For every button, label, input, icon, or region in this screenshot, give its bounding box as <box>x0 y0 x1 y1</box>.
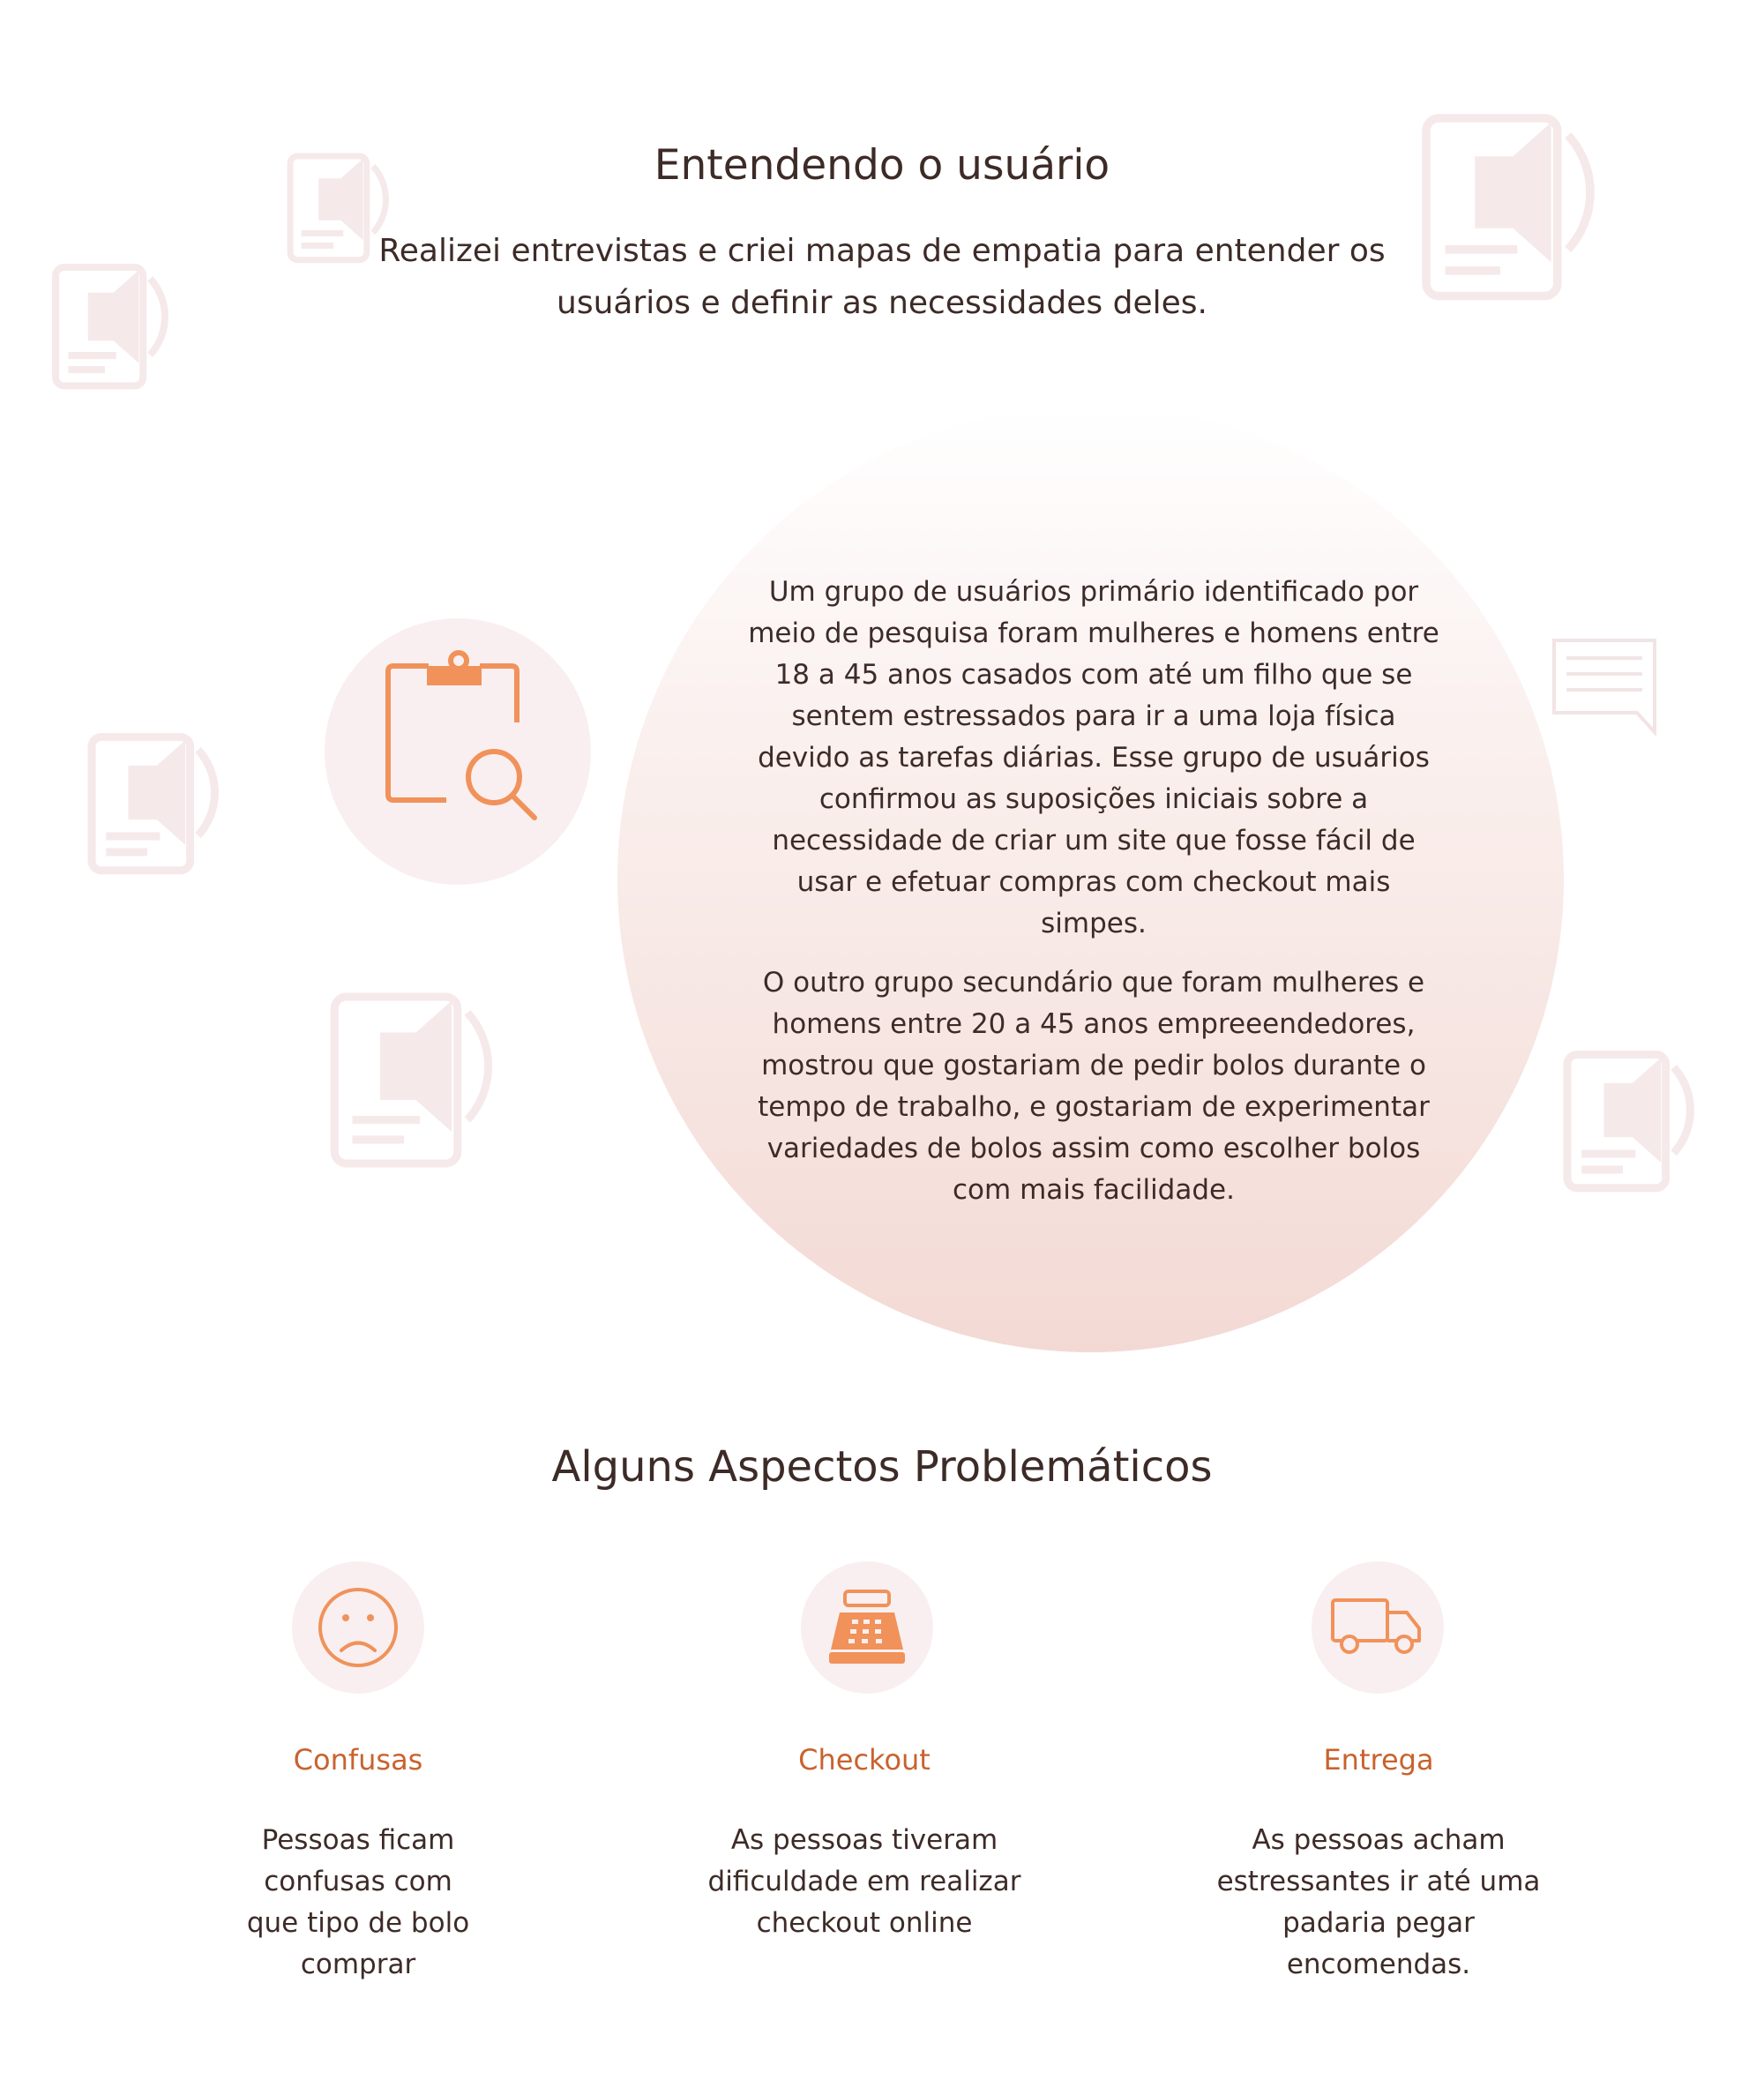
page-title: Entendendo o usuário <box>654 141 1110 190</box>
problem-title-entrega: Entrega <box>1323 1743 1434 1777</box>
checkout-badge <box>801 1561 933 1694</box>
cash-register-icon <box>801 1561 933 1694</box>
clipboard-search-icon <box>325 618 591 885</box>
problems-title: Alguns Aspectos Problemáticos <box>551 1442 1213 1492</box>
problem-description: Pessoas ficam confusas com que tipo de bolo comprar <box>246 1824 470 1980</box>
document-speaker-icon <box>84 715 243 887</box>
delivery-truck-icon <box>1312 1561 1444 1694</box>
document-speaker-icon <box>325 970 523 1182</box>
document-speaker-icon <box>1559 1032 1718 1204</box>
problem-text-checkout <box>679 1820 1050 1944</box>
problem-title-confusas: Confusas <box>293 1743 423 1777</box>
document-speaker-icon <box>1416 93 1627 313</box>
chat-bubble-icon <box>1551 637 1661 736</box>
problem-text-entrega <box>1193 1820 1564 1986</box>
research-text <box>745 572 1442 1229</box>
sad-face-icon <box>292 1561 424 1694</box>
confusion-badge <box>292 1561 424 1694</box>
problem-text-confusas <box>173 1820 543 1986</box>
page-subtitle: Realizei entrevistas e criei mapas de empatia para entender os usuários e definir as necessidades deles. <box>378 233 1386 321</box>
problem-description: As pessoas tiveram dificuldade em realizar checkout online <box>707 1824 1021 1939</box>
research-paragraph-primary: Um grupo de usuários primário identificado por meio de pesquisa foram mulheres e homens entre 18 a 45 anos casados com até um filho que se sentem estressados para ir a uma loja física devido as tarefas diárias. Esse grupo de usuários confirmou as suposições iniciais sobre a necessidade de criar um site que fosse fácil de usar e efetuar compras com checkout mais simpes. <box>748 576 1439 939</box>
problem-title-checkout: Checkout <box>798 1743 931 1777</box>
problem-description: As pessoas acham estressantes ir até uma padaria pegar encomendas. <box>1216 1824 1541 1980</box>
research-paragraph-secondary: O outro grupo secundário que foram mulheres e homens entre 20 a 45 anos empreeendedores, mostrou que gostariam de pedir bolos durante o tempo de trabalho, e gostariam de experimentar variedades de bolos assim como escolher bolos com mais facilidade. <box>758 967 1430 1206</box>
document-speaker-icon <box>49 249 190 399</box>
delivery-badge <box>1312 1561 1444 1694</box>
research-badge <box>325 618 591 885</box>
